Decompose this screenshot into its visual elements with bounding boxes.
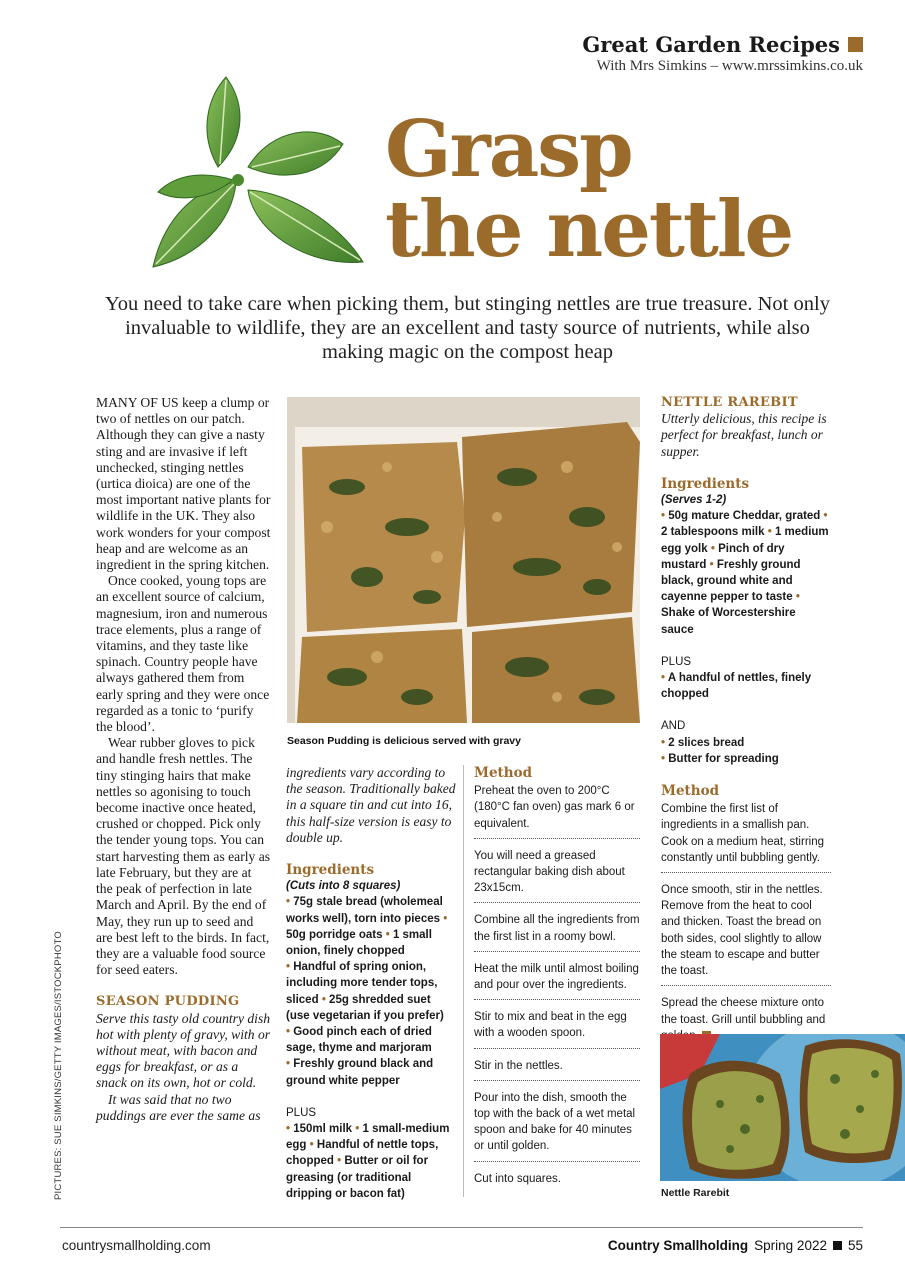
method-step: Stir to mix and beat in the egg with a wooden spoon. <box>474 1009 640 1048</box>
ingredient-item: 2 tablespoons milk <box>661 526 765 539</box>
ingredient-item: 50g porridge oats <box>286 928 383 941</box>
ingredient-item: 1 small onion, finely chopped <box>286 928 432 958</box>
footer-website: countrysmallholding.com <box>62 1238 211 1253</box>
rarebit-ingredients-list: • 50g mature Cheddar, grated • 2 tablespoons milk • 1 medium egg yolk • Pinch of dry mustard • Freshly ground black, ground white and cayenne pepper to taste • Shake of Worcestershire sauce <box>661 510 829 636</box>
series-title <box>582 32 863 57</box>
method-step: Stir in the nettles. <box>474 1058 640 1081</box>
rarebit-plus-label: PLUS <box>661 655 692 668</box>
intro-p1-text: keep a clump or two of nettles on our patch. Although they can give a nasty sting and are invasive if left unchecked, stinging nettles (urtica dioica) are one of the most important native plants for wildlife in the UK. They also work wonders for your compost heap and are welcome as an ingredient in the spring kitchen. <box>96 395 271 573</box>
rarebit-and-label: AND <box>661 720 686 733</box>
pudding-plus-label: PLUS <box>286 1106 317 1119</box>
method-step: Pour into the dish, smooth the top with the back of a wet metal spoon and bake for 40 minutes or until golden. <box>474 1090 640 1162</box>
headline <box>385 104 793 275</box>
rarebit-serves: (Serves 1-2) <box>661 494 727 507</box>
rarebit-column <box>661 395 831 1059</box>
pudding-intro-3: ingredients vary according to the season. Traditionally baked in a square tin and cut into 16, this half-size version is easy to double up. <box>286 765 456 845</box>
ingredient-item: Shake of Worcestershire sauce <box>661 607 796 636</box>
pudding-title: SEASON PUDDING <box>96 994 240 1010</box>
pudding-intro: Serve this tasty old country dish hot with plenty of gravy, with or without meat, with bacon and eggs for breakfast, or as a snack on its own, hot or cold. <box>96 1010 271 1091</box>
ingredient-item: Butter or oil for greasing (or traditional dripping or bacon fat) <box>286 1155 429 1200</box>
method-step: Once smooth, stir in the nettles. Remove from the heat to cool and thicken. Toast the bread on both sides, cool slightly to allow the steam to escape and butter the toast. <box>661 882 831 986</box>
rarebit-and-list: • 2 slices bread • Butter for spreading <box>661 736 779 765</box>
series-title-text: Great Garden Recipes <box>582 32 840 57</box>
footer-square-icon <box>833 1241 842 1250</box>
series-subtitle: With Mrs Simkins – www.mrssimkins.co.uk <box>596 58 863 74</box>
method-step: Combine the first list of ingredients in a smallish pan. Cook on a medium heat, stirring constantly until bubbling gently. <box>661 801 831 873</box>
pudding-ingredients-heading: Ingredients <box>286 862 375 879</box>
ingredient-item: A handful of nettles, finely chopped <box>661 672 812 701</box>
column-divider <box>463 765 464 1197</box>
photo-credit: PICTURES: SUE SIMKINS/GETTY IMAGES/ISTOCKPHOTO <box>53 931 64 1200</box>
pudding-intro-2: It was said that no two puddings are ever the same as <box>96 1091 261 1123</box>
pudding-serves: (Cuts into 8 squares) <box>286 880 401 893</box>
ingredient-item: 75g stale bread (wholemeal works well), torn into pieces <box>286 896 443 925</box>
ingredient-item: Handful of spring onion, including more tender tops, sliced <box>286 961 438 1006</box>
nettle-rarebit-photo <box>660 1034 905 1181</box>
rarebit-intro: Utterly delicious, this recipe is perfect for breakfast, lunch or supper. <box>661 411 827 459</box>
intro-column <box>96 395 271 1124</box>
nettle-leaf-icon <box>148 72 368 272</box>
footer-magazine: Country Smallholding <box>607 1238 749 1253</box>
intro-paragraph-2: Once cooked, young tops are an excellent source of calcium, magnesium, iron and numerous trace elements, plus a range of vitamins, and they taste like spinach. Country people have always gathered them from early spring and they were once regarded as a tonic to ‘purify the blood’. <box>96 573 270 735</box>
rarebit-method-heading: Method <box>661 783 720 800</box>
ingredient-item: Freshly ground black, ground white and cayenne pepper to taste <box>661 558 801 604</box>
ingredient-item: 1 small-medium egg <box>286 1123 450 1152</box>
headline-line2: the nettle <box>385 184 793 275</box>
intro-paragraph-1 <box>96 395 271 573</box>
ingredient-item: 50g mature Cheddar, grated <box>668 510 821 523</box>
method-step: Combine all the ingredients from the first list in a roomy bowl. <box>474 912 640 951</box>
pudding-method-heading: Method <box>474 765 533 781</box>
rarebit-plus-list: • A handful of nettles, finely chopped <box>661 672 812 701</box>
pudding-plus-list: • 150ml milk • 1 small-medium egg • Handful of nettle tops, chopped • Butter or oil for greasing (or traditional dripping or bacon fat) <box>286 1123 450 1200</box>
pudding-ingredients-list: • 75g stale bread (wholemeal works well), torn into pieces • 50g porridge oats • 1 small onion, finely chopped • Handful of spring onion, including more tender tops, sliced • 25g shredded suet (use vegetarian if you prefer) • Good pinch each of dried sage, thyme and marjoram • Freshly ground black and ground white pepper <box>286 896 448 1087</box>
pudding-method-column <box>474 765 640 1202</box>
method-step: You will need a greased rectangular baking dish about 23x15cm. <box>474 848 640 904</box>
intro-paragraph-3: Wear rubber gloves to pick and handle fresh nettles. The tiny stinging hairs that make nettles so agonising to touch become inactive once heated, crushed or chopped. Pick only the tender young tops. You can start harvesting them as early as late February, but they are at the peak of perfection in late March and April. By the end of May, they run up to seed and are best left to the birds. In fact, they are a valuable food source for seed eaters. <box>96 735 271 978</box>
rarebit-ingredients-heading: Ingredients <box>661 475 750 492</box>
footer-page-number: 55 <box>847 1238 863 1253</box>
headline-line1: Grasp <box>385 104 632 195</box>
standfirst: You need to take care when picking them, but stinging nettles are true treasure. Not only invaluable to wildlife, they are an excellent and tasty source of nutrients, while also making magic on the compost heap <box>105 293 830 363</box>
season-pudding-caption: Season Pudding is delicious served with gravy <box>287 735 521 747</box>
footer-issue: Spring 2022 <box>754 1238 827 1253</box>
ingredient-item: 150ml milk <box>293 1123 353 1136</box>
ingredient-item: Pinch of dry mustard <box>661 542 785 571</box>
nettle-rarebit-caption: Nettle Rarebit <box>661 1187 730 1199</box>
method-step: Cut into squares. <box>474 1172 561 1185</box>
method-step: Heat the milk until almost boiling and pour over the ingredients. <box>474 961 640 1000</box>
ingredient-item: Handful of nettle tops, chopped <box>286 1139 439 1168</box>
intro-lead: MANY OF US <box>96 395 179 410</box>
method-step-text: Spread the cheese mixture onto the toast. Grill until bubbling and <box>661 997 826 1026</box>
ingredient-item: 1 medium egg yolk <box>661 526 829 555</box>
ingredient-item: 25g shredded suet (use vegetarian if you prefer) <box>286 993 444 1022</box>
footer-folio <box>608 1238 863 1253</box>
ingredient-item: Good pinch each of dried sage, thyme and marjoram <box>286 1026 432 1055</box>
footer-rule <box>60 1227 863 1228</box>
method-step: Preheat the oven to 200°C (180°C fan oven) gas mark 6 or equivalent. <box>474 783 640 839</box>
ingredient-item: Freshly ground black and ground white pepper <box>286 1058 434 1087</box>
ingredient-item: 2 slices bread <box>668 736 745 749</box>
ingredient-item: Butter for spreading <box>668 752 779 765</box>
season-pudding-photo <box>287 397 640 723</box>
series-square-icon <box>848 37 863 52</box>
rarebit-title: NETTLE RAREBIT <box>661 395 798 410</box>
pudding-ingredients-column <box>286 765 456 1202</box>
